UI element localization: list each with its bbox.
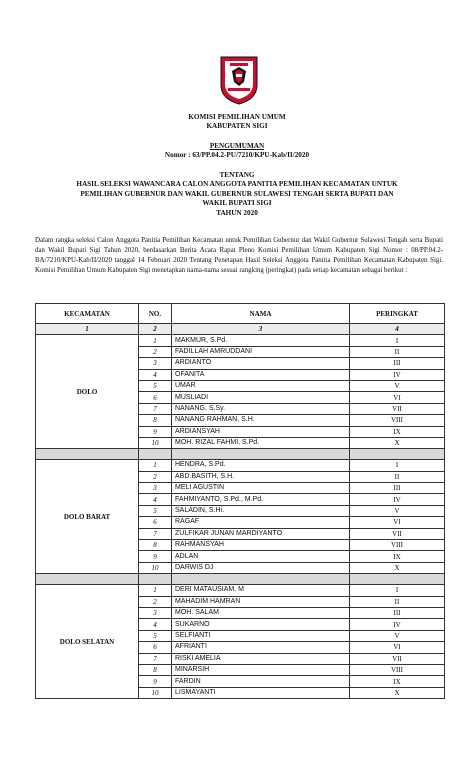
title-line-2: PEMILIHAN GUBERNUR DAN WAKIL GUBERNUR SULAWESI TENGAH SERTA BUPATI DAN	[80, 189, 394, 198]
no-cell: 9	[139, 426, 172, 437]
no-cell: 8	[139, 540, 172, 551]
nama-cell: HENDRA, S.Pd.	[172, 460, 350, 471]
peringkat-cell: X	[350, 437, 445, 448]
no-cell: 7	[139, 653, 172, 664]
document-type: PENGUMUMAN	[209, 142, 265, 150]
no-cell: 1	[139, 585, 172, 596]
no-cell: 7	[139, 528, 172, 539]
separator-cell	[350, 574, 445, 585]
separator-cell	[36, 574, 139, 585]
index-peringkat: 4	[350, 324, 445, 335]
nama-cell: MOH. RIZAL FAHMI, S.Pd.	[172, 437, 350, 448]
title-line-3: WAKIL BUPATI SIGI	[202, 199, 272, 207]
no-cell: 6	[139, 517, 172, 528]
peringkat-cell: III	[350, 607, 445, 618]
peringkat-cell: V	[350, 380, 445, 391]
peringkat-cell: III	[350, 483, 445, 494]
nama-cell: MAKMUR, S.Pd.	[172, 335, 350, 346]
peringkat-cell: I	[350, 335, 445, 346]
peringkat-cell: IX	[350, 676, 445, 687]
kecamatan-cell: DOLO	[36, 335, 139, 449]
nama-cell: RAGAF	[172, 517, 350, 528]
nama-cell: AFRIANTI	[172, 642, 350, 653]
peringkat-cell: VI	[350, 642, 445, 653]
column-index-row	[36, 324, 445, 335]
kpu-logo	[217, 55, 261, 105]
nama-cell: RISKI AMELIA	[172, 653, 350, 664]
title-line-1: HASIL SELEKSI WAWANCARA CALON ANGGOTA PANITIA PEMILIHAN KECAMATAN UNTUK	[76, 180, 398, 188]
peringkat-cell: V	[350, 505, 445, 516]
no-cell: 8	[139, 664, 172, 675]
peringkat-cell: II	[350, 471, 445, 482]
index-no: 2	[139, 324, 172, 335]
nama-cell: SELFIANTI	[172, 630, 350, 641]
separator-cell	[36, 449, 139, 460]
peringkat-cell: X	[350, 562, 445, 573]
no-cell: 9	[139, 551, 172, 562]
header-peringkat: PERINGKAT	[350, 304, 445, 324]
nama-cell: FAHMIYANTO, S.Pd., M.Pd.	[172, 494, 350, 505]
nama-cell: MINARSIH	[172, 664, 350, 675]
peringkat-cell: VI	[350, 517, 445, 528]
nama-cell: NANANG, S.Sy.	[172, 403, 350, 414]
no-cell: 9	[139, 676, 172, 687]
no-cell: 2	[139, 596, 172, 607]
no-cell: 3	[139, 607, 172, 618]
nama-cell: LISMAYANTI	[172, 687, 350, 698]
kecamatan-cell: DOLO BARAT	[36, 460, 139, 574]
nama-cell: OFANITA	[172, 369, 350, 380]
index-nama: 3	[172, 324, 350, 335]
nama-cell: MUSLIADI	[172, 392, 350, 403]
no-cell: 10	[139, 687, 172, 698]
nama-cell: DARWIS DJ	[172, 562, 350, 573]
no-cell: 10	[139, 562, 172, 573]
nama-cell: ABD.BASITH, S.H.	[172, 471, 350, 482]
no-cell: 3	[139, 483, 172, 494]
kecamatan-cell: DOLO SELATAN	[36, 585, 139, 699]
peringkat-cell: IV	[350, 494, 445, 505]
nama-cell: ARDIANTO	[172, 358, 350, 369]
region-name: KABUPATEN SIGI	[206, 122, 268, 130]
no-cell: 1	[139, 460, 172, 471]
peringkat-cell: VI	[350, 392, 445, 403]
nama-cell: MELI AGUSTIN	[172, 483, 350, 494]
nama-cell: NANANG RAHMAN, S.H.	[172, 415, 350, 426]
table-row	[36, 585, 445, 596]
table-row	[36, 335, 445, 346]
header-no: NO.	[139, 304, 172, 324]
title-line-4: TAHUN 2020	[216, 208, 258, 217]
table-header-row	[36, 304, 445, 324]
peringkat-cell: IX	[350, 551, 445, 562]
no-cell: 6	[139, 392, 172, 403]
no-cell: 8	[139, 415, 172, 426]
peringkat-cell: IV	[350, 369, 445, 380]
nama-cell: ZULFIKAR JUNAN MARDIYANTO	[172, 528, 350, 539]
nama-cell: FADILLAH AMRUDDANI	[172, 346, 350, 357]
results-table	[35, 303, 445, 699]
org-name: KOMISI PEMILIHAN UMUM	[188, 113, 286, 121]
nama-cell: UMAR	[172, 380, 350, 391]
peringkat-cell: VIII	[350, 664, 445, 675]
no-cell: 4	[139, 619, 172, 630]
nama-cell: MOH. SALAM	[172, 607, 350, 618]
nama-cell: MAHADIM HAMRAN	[172, 596, 350, 607]
separator-cell	[172, 574, 350, 585]
nama-cell: SALADIN, S.Hi.	[172, 505, 350, 516]
separator-cell	[350, 449, 445, 460]
no-cell: 5	[139, 380, 172, 391]
peringkat-cell: II	[350, 596, 445, 607]
no-cell: 7	[139, 403, 172, 414]
no-cell: 2	[139, 346, 172, 357]
peringkat-cell: III	[350, 358, 445, 369]
no-cell: 10	[139, 437, 172, 448]
table-row	[36, 460, 445, 471]
group-separator	[36, 574, 445, 585]
peringkat-cell: II	[350, 346, 445, 357]
no-cell: 6	[139, 642, 172, 653]
header-kecamatan: KECAMATAN	[36, 304, 139, 324]
no-cell: 3	[139, 358, 172, 369]
separator-cell	[172, 449, 350, 460]
peringkat-cell: VIII	[350, 415, 445, 426]
peringkat-cell: V	[350, 630, 445, 641]
nama-cell: ARDIANSYAH	[172, 426, 350, 437]
nama-cell: SUKARNO	[172, 619, 350, 630]
peringkat-cell: I	[350, 460, 445, 471]
no-cell: 4	[139, 369, 172, 380]
nama-cell: FARDIN	[172, 676, 350, 687]
separator-cell	[139, 449, 172, 460]
peringkat-cell: VIII	[350, 540, 445, 551]
no-cell: 1	[139, 335, 172, 346]
no-cell: 4	[139, 494, 172, 505]
header-nama: NAMA	[172, 304, 350, 324]
peringkat-cell: IX	[350, 426, 445, 437]
nama-cell: RAHMANSYAH	[172, 540, 350, 551]
peringkat-cell: X	[350, 687, 445, 698]
peringkat-cell: VII	[350, 653, 445, 664]
no-cell: 5	[139, 630, 172, 641]
separator-cell	[139, 574, 172, 585]
nama-cell: ADLAN	[172, 551, 350, 562]
group-separator	[36, 449, 445, 460]
peringkat-cell: I	[350, 585, 445, 596]
peringkat-cell: VII	[350, 528, 445, 539]
peringkat-cell: VII	[350, 403, 445, 414]
no-cell: 2	[139, 471, 172, 482]
about-label: TENTANG	[219, 171, 255, 179]
document-number: Nomor : 63/PP.04.2-PU/7210/KPU-Kab/II/2020	[164, 151, 310, 159]
no-cell: 5	[139, 505, 172, 516]
peringkat-cell: IV	[350, 619, 445, 630]
nama-cell: DERI MATAUSIAM. M	[172, 585, 350, 596]
index-kecamatan: 1	[36, 324, 139, 335]
intro-paragraph: Dalam rangka seleksi Calon Anggota Panitia Pemilihan Kecamatan untuk Pemilihan Gubernur dan Wakil Gubernur Sulawesi Tengah serta Bupati dan Wakil Bupati Sigi Tahun 2020, berdasarkan Berita Acara Rapat Pleno Komisi Pemilihan Umum Kabupaten Sigi Nomor : 08/PP.04.2-BA/7210/KPU-Kab/II/2020 tanggal 14 Februari 2020 Tentang Penetapan Hasil Seleksi Anggota Panitia Pemilihan Kecamatan Kabupaten Sigi. Komisi Pemilihan Umum Kabupaten Sigi menetapkan nama-nama sesuai rangking (peringkat) pada setiap kecamatan sebagai berikut :	[35, 237, 443, 274]
